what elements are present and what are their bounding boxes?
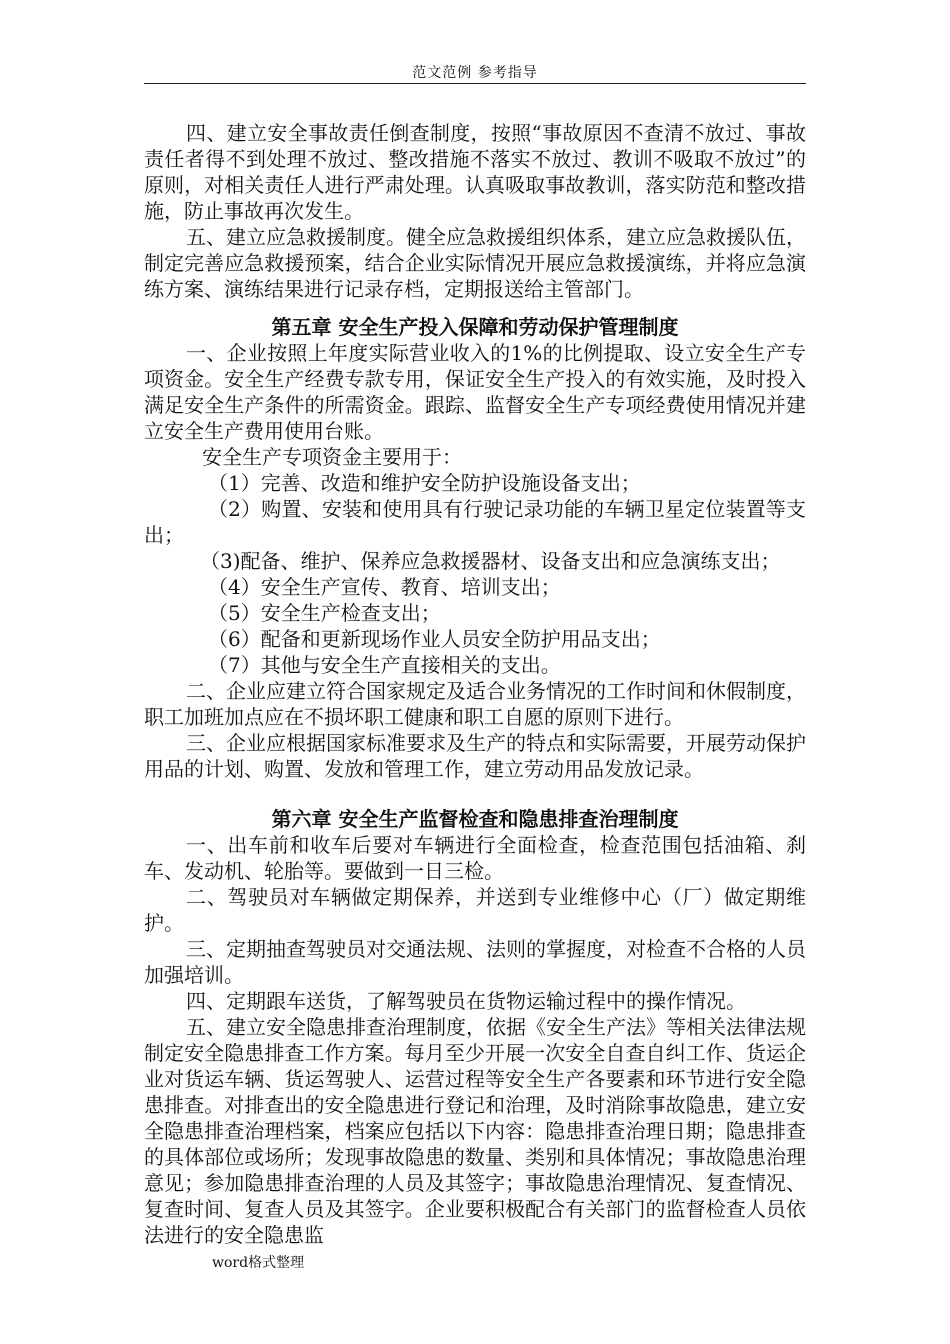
paragraph-emergency-rescue: 五、建立应急救援制度。健全应急救援组织体系，建立应急救援队伍，制定完善应急救援预案，结合企业实际情况开展应急救援演练，并将应急演练方案、演练结果进行记录存档，定期报送给主管部门。 <box>144 225 806 301</box>
header-rule <box>144 83 806 84</box>
paragraph-vehicle-inspection: 一、出车前和收车后要对车辆进行全面检查，检查范围包括油箱、刹车、发动机、轮胎等。要做到一日三检。 <box>144 833 806 883</box>
fund-usage-item-2: （2）购置、安装和使用具有行驶记录功能的车辆卫星定位装置等支出； <box>144 497 806 547</box>
paragraph-vehicle-maintenance: 二、驾驶员对车辆做定期保养，并送到专业维修中心（厂）做定期维护。 <box>144 885 806 935</box>
page-footer: word格式整理 <box>212 1255 305 1271</box>
paragraph-working-hours: 二、企业应建立符合国家规定及适合业务情况的工作时间和休假制度，职工加班加点应在不损坏职工健康和职工自愿的原则下进行。 <box>144 679 806 729</box>
fund-usage-item-1: （1）完善、改造和维护安全防护设施设备支出； <box>208 471 641 495</box>
fund-usage-item-4: （4）安全生产宣传、教育、培训支出； <box>208 575 561 599</box>
chapter-6-title: 第六章 安全生产监督检查和隐患排查治理制度 <box>271 807 679 831</box>
paragraph-ride-along: 四、定期跟车送货，了解驾驶员在货物运输过程中的操作情况。 <box>186 989 746 1013</box>
paragraph-driver-checks: 三、定期抽查驾驶员对交通法规、法则的掌握度，对检查不合格的人员加强培训。 <box>144 937 806 987</box>
fund-usage-item-6: （6）配备和更新现场作业人员安全防护用品支出； <box>208 627 661 651</box>
document-body <box>144 120 806 1248</box>
page-header: 范文范例 参考指导 <box>412 65 538 81</box>
fund-usage-item-5: （5）安全生产检查支出； <box>208 601 441 625</box>
fund-usage-item-7: （7）其他与安全生产直接相关的支出。 <box>208 653 561 677</box>
fund-usage-lead: 安全生产专项资金主要用于： <box>202 445 462 469</box>
paragraph-safety-fund: 一、企业按照上年度实际营业收入的1%的比例提取、设立安全生产专项资金。安全生产经费专款专用，保证安全生产投入的有效实施，及时投入满足安全生产条件的所需资金。跟踪、监督安全生产专项经费使用情况并建立安全生产费用使用台账。 <box>144 341 806 443</box>
paragraph-hazard-investigation: 五、建立安全隐患排查治理制度，依据《安全生产法》等相关法律法规制定安全隐患排查工作方案。每月至少开展一次安全自查自纠工作、货运企业对货运车辆、货运驾驶人、运营过程等安全生产各要素和环节进行安全隐患排查。对排查出的安全隐患进行登记和治理，及时消除事故隐患，建立安全隐患排查治理档案，档案应包括以下内容：隐患排查治理日期；隐患排查的具体部位或场所；发现事故隐患的数量、类别和具体情况；事故隐患治理意见；参加隐患排查治理的人员及其签字；事故隐患治理情况、复查情况、复查时间、复查人员及其签字。企业要积极配合有关部门的监督检查人员依法进行的安全隐患监 <box>144 1015 806 1247</box>
chapter-5-title: 第五章 安全生产投入保障和劳动保护管理制度 <box>271 315 679 339</box>
paragraph-accident-accountability: 四、建立安全事故责任倒查制度，按照“事故原因不查清不放过、事故责任者得不到处理不放过、整改措施不落实不放过、教训不吸取不放过”的原则，对相关责任人进行严肃处理。认真吸取事故教训，落实防范和整改措施，防止事故再次发生。 <box>144 121 806 223</box>
paragraph-protective-equipment: 三、企业应根据国家标准要求及生产的特点和实际需要，开展劳动保护用品的计划、购置、发放和管理工作，建立劳动用品发放记录。 <box>144 731 806 781</box>
fund-usage-item-3: （3)配备、维护、保养应急救援器材、设备支出和应急演练支出； <box>200 549 781 573</box>
